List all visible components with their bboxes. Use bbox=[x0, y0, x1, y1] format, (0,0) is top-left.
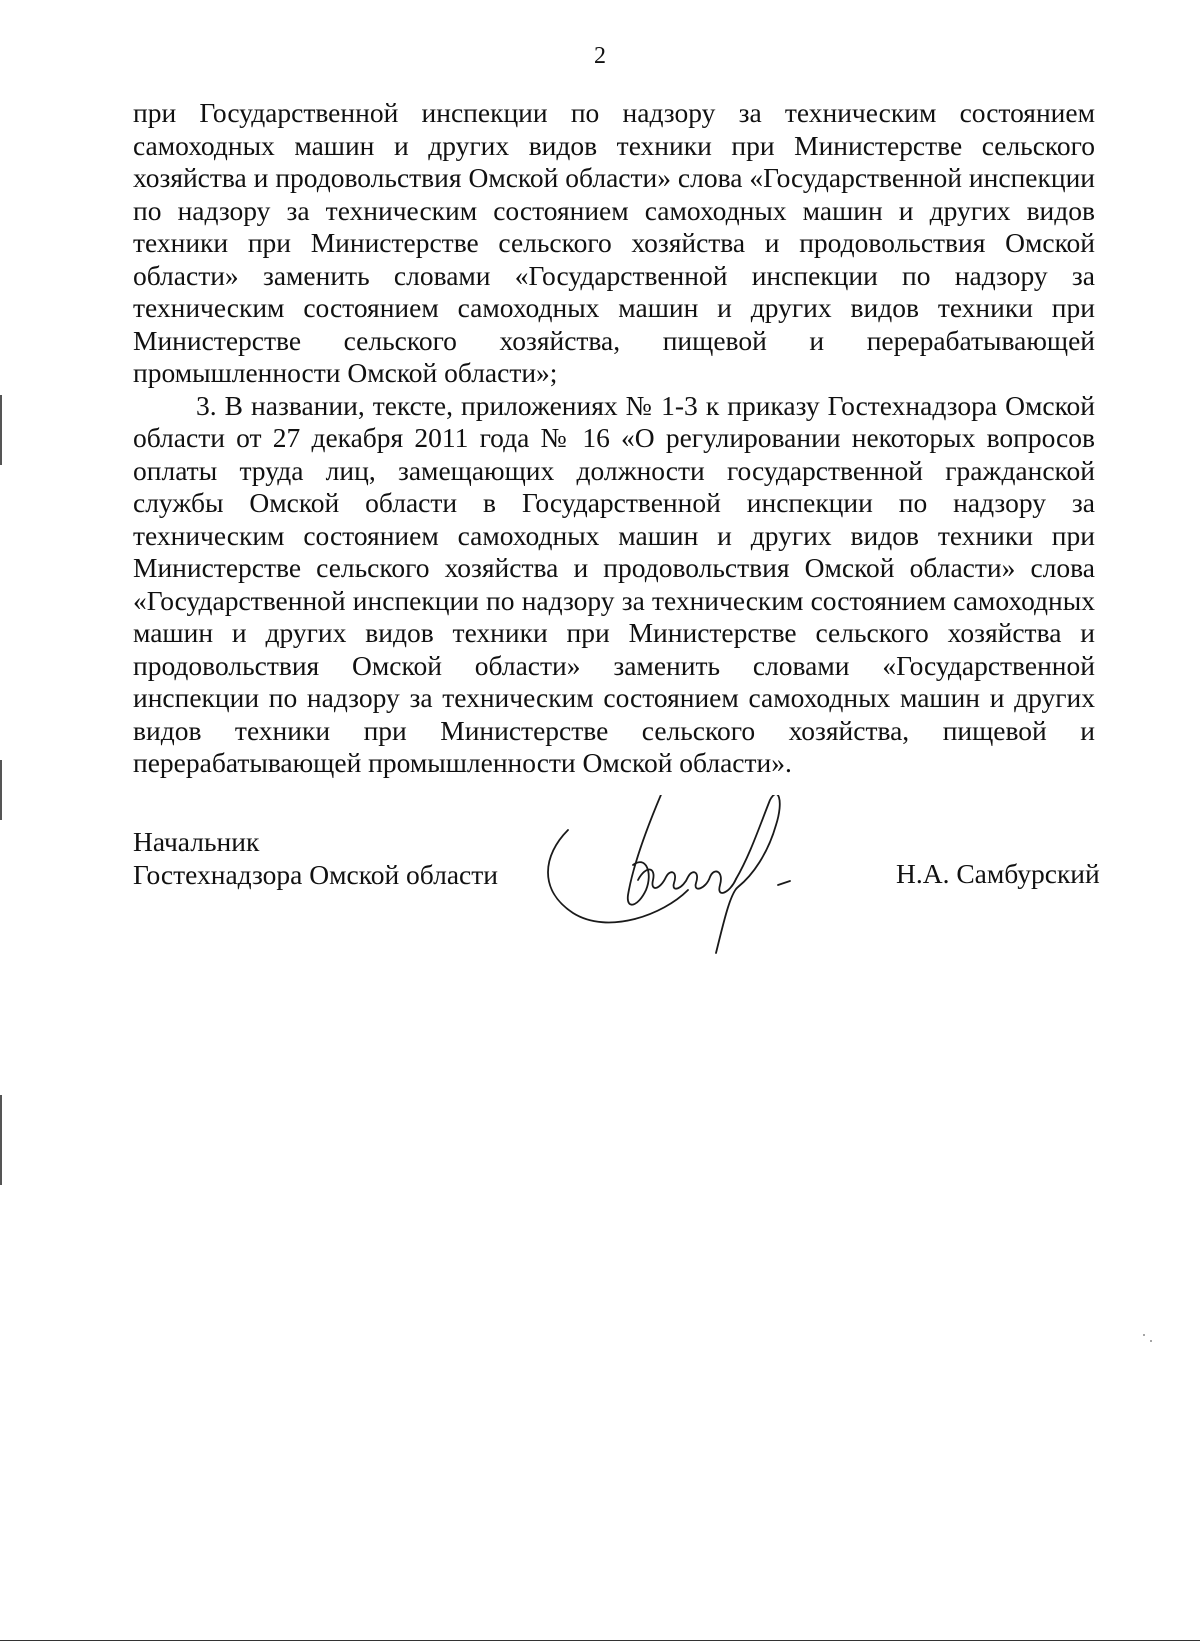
scan-edge-mark bbox=[0, 760, 2, 820]
handwritten-signature bbox=[538, 795, 838, 955]
scan-speck bbox=[1150, 1340, 1152, 1342]
signatory-position bbox=[133, 826, 498, 891]
document-body bbox=[133, 97, 1095, 780]
signature-stroke-dash bbox=[778, 881, 790, 885]
signature-stroke-final bbox=[716, 795, 780, 953]
page-number: 2 bbox=[594, 43, 606, 69]
signatory-position-line2: Гостехнадзора Омской области bbox=[133, 858, 498, 890]
paragraph-continuation: при Государственной инспекции по надзору за техническим состоянием самоходных машин и других видов техники при Министерстве сельского хозяйства и продовольствия Омской области» слова «Государственной инспекции по надзору за техническим состоянием самоходных машин и других видов техники при Министерстве сельского хозяйства и продовольствия Омской области» заменить словами «Государственной инспекции по надзору за техническим состоянием самоходных машин и других видов техники при Министерстве сельского хозяйства, пищевой и перерабатывающей промышленности Омской области»; bbox=[133, 97, 1095, 388]
signatory-position-line1: Начальник bbox=[133, 826, 260, 857]
scan-bottom-edge bbox=[0, 1640, 1200, 1641]
scan-speck bbox=[1143, 1334, 1145, 1336]
scan-edge-mark bbox=[0, 395, 2, 465]
scan-edge-mark bbox=[0, 1095, 2, 1185]
signature-stroke-body bbox=[638, 869, 736, 892]
signatory-name: Н.А. Самбурский bbox=[896, 858, 1100, 889]
paragraph-item-3: 3. В названии, тексте, приложениях № 1-3 к приказу Гостехнадзора Омской области от 27 декабря 2011 года № 16 «О регулировании некоторых вопросов оплаты труда лиц, замещающих должности государственной гражданской службы Омской области в Государственной инспекции по надзору за техническим состоянием самоходных машин и других видов техники при Министерстве сельского хозяйства и продовольствия Омской области» слова «Государственной инспекции по надзору за техническим состоянием самоходных машин и других видов техники при Министерстве сельского хозяйства и продовольствия Омской области» заменить словами «Государственной инспекции по надзору за техническим состоянием самоходных машин и других видов техники при Министерстве сельского хозяйства, пищевой и перерабатывающей промышленности Омской области». bbox=[133, 389, 1095, 778]
